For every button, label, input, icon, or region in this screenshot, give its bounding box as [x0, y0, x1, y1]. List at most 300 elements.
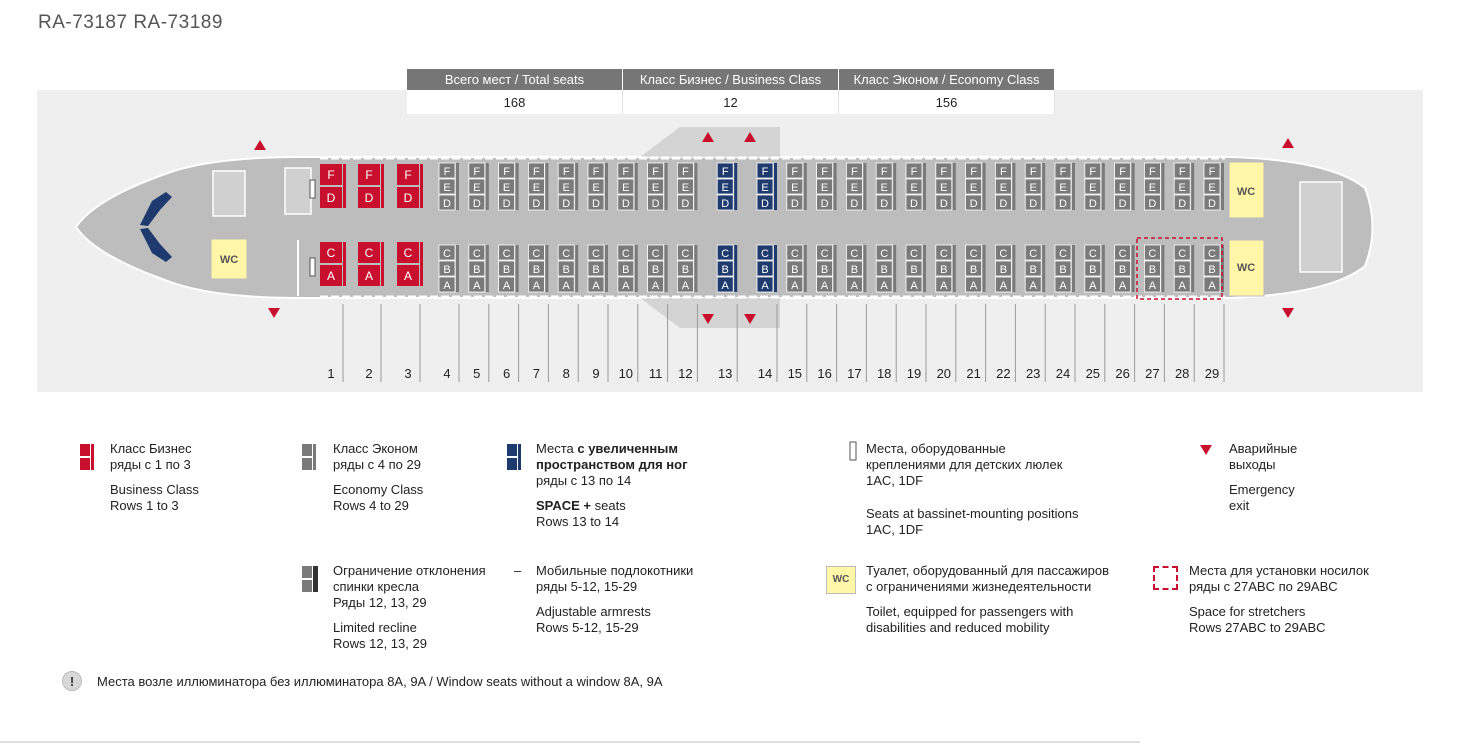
- legend-space-ru-prefix: Места: [536, 441, 578, 456]
- seat-label-16D: D: [820, 198, 829, 210]
- row-number-5: 5: [473, 366, 481, 381]
- seat-label-29B: B: [1208, 264, 1216, 276]
- legend-space-en-rest: seats: [591, 498, 626, 513]
- seat-label-22C: C: [999, 248, 1008, 260]
- seat-label-3D: D: [403, 191, 413, 205]
- business-class-header: Класс Бизнес / Business Class: [623, 69, 839, 90]
- seat-label-24E: E: [1059, 182, 1067, 194]
- seat-label-24A: A: [1059, 280, 1067, 292]
- seat-label-25F: F: [1089, 166, 1097, 178]
- total-seats-value: 168: [407, 90, 623, 114]
- legend-toilet-en-2: disabilities and reduced mobility: [866, 620, 1050, 635]
- rear-wc-top-label: WC: [1236, 186, 1256, 198]
- seat-label-5E: E: [473, 182, 481, 194]
- seat-label-23E: E: [1029, 182, 1037, 194]
- legend-bassinet: [866, 441, 1078, 538]
- seat-label-27D: D: [1148, 198, 1157, 210]
- seat-back-5bottom: [486, 245, 489, 292]
- seat-label-28F: F: [1178, 166, 1186, 178]
- seat-back-21top: [983, 163, 986, 210]
- seat-label-28D: D: [1178, 198, 1187, 210]
- seat-label-22E: E: [999, 182, 1008, 194]
- front-galley: [213, 171, 245, 216]
- legend-economy-en-rows: Rows 4 to 29: [333, 498, 409, 513]
- rear-galley: [1300, 182, 1342, 272]
- legend-recline: [333, 563, 486, 652]
- legend-business-ru-title: Класс Бизнес: [110, 441, 192, 456]
- seat-back-25bottom: [1102, 245, 1105, 292]
- seat-label-19F: F: [910, 166, 918, 178]
- seat-label-18C: C: [880, 248, 889, 260]
- seat-back-22top: [1012, 163, 1015, 210]
- seat-label-5D: D: [472, 198, 481, 210]
- row-number-14: 14: [757, 366, 773, 381]
- bassinet-icon: [310, 258, 315, 276]
- row-number-16: 16: [817, 366, 832, 381]
- seat-label-4C: C: [443, 248, 451, 260]
- row-number-6: 6: [502, 366, 511, 381]
- seat-label-27F: F: [1149, 166, 1156, 178]
- seat-label-25C: C: [1088, 248, 1097, 260]
- front-wc-label: WC: [219, 254, 239, 266]
- seat-back-17top: [863, 163, 866, 210]
- seat-back-11top: [665, 163, 668, 210]
- row-number-12: 12: [678, 366, 693, 381]
- seat-back-19top: [923, 163, 926, 210]
- seat-label-26C: C: [1118, 248, 1127, 260]
- seat-label-15F: F: [791, 166, 799, 178]
- seat-label-16F: F: [821, 166, 828, 178]
- row-number-7: 7: [532, 366, 541, 381]
- row-number-28: 28: [1174, 366, 1190, 381]
- seat-label-25E: E: [1089, 182, 1097, 194]
- seat-back-11bottom: [665, 245, 668, 292]
- seat-label-18D: D: [880, 198, 889, 210]
- seat-label-16A: A: [820, 280, 829, 292]
- seat-label-7B: B: [532, 264, 541, 276]
- row-number-29: 29: [1204, 366, 1220, 381]
- legend-recline-en-2: Rows 12, 13, 29: [333, 636, 427, 651]
- legend-business-en-title: Business Class: [110, 482, 199, 497]
- legend-armrests-en-1: Adjustable armrests: [536, 604, 651, 619]
- seat-back-16top: [834, 163, 837, 210]
- business-class-value: 12: [623, 90, 839, 114]
- legend-stretchers: [1189, 563, 1369, 636]
- seat-label-9B: B: [592, 264, 600, 276]
- seat-label-24F: F: [1059, 166, 1067, 178]
- legend-armrests-ru-2: ряды 5-12, 15-29: [536, 579, 638, 594]
- row-number-11: 11: [648, 366, 663, 381]
- row-number-26: 26: [1115, 366, 1130, 381]
- info-icon: !: [62, 671, 82, 691]
- seat-label-14C: C: [761, 248, 769, 260]
- seat-back-8top: [575, 163, 578, 210]
- seat-back-25top: [1102, 163, 1105, 210]
- seat-label-11C: C: [651, 248, 660, 260]
- legend-bassinet-ru-2: креплениями для детских люлек: [866, 457, 1063, 472]
- seat-back-20bottom: [953, 245, 956, 292]
- row-number-3: 3: [404, 366, 412, 381]
- seat-back-27top: [1161, 163, 1164, 210]
- bassinet-legend-icon: [849, 441, 857, 461]
- seat-label-18B: B: [880, 264, 888, 276]
- recline-legend-icon: [302, 566, 318, 592]
- window-note: Места возле иллюминатора без иллюминатора 8A, 9A / Window seats without a window 8A, 9A: [97, 674, 663, 689]
- seat-label-14A: A: [761, 280, 769, 292]
- seat-label-27E: E: [1148, 182, 1157, 194]
- seat-label-25D: D: [1088, 198, 1097, 210]
- row-number-2: 2: [365, 366, 373, 381]
- legend-economy-en-title: Economy Class: [333, 482, 424, 497]
- seat-label-13A: A: [721, 280, 729, 292]
- seat-label-21B: B: [969, 264, 978, 276]
- seat-label-18F: F: [880, 166, 888, 178]
- seat-label-13E: E: [721, 182, 729, 194]
- legend-bassinet-ru-3: 1AC, 1DF: [866, 473, 924, 488]
- row-number-23: 23: [1025, 366, 1041, 381]
- seat-back-13bottom: [734, 245, 737, 292]
- legend-space-plus: [536, 441, 688, 530]
- seat-label-10D: D: [621, 198, 630, 210]
- seat-label-5C: C: [472, 248, 481, 260]
- seat-label-15E: E: [791, 182, 799, 194]
- seat-label-27A: A: [1148, 280, 1157, 292]
- seat-label-19A: A: [910, 280, 918, 292]
- front-galley-2: [285, 168, 311, 214]
- seat-label-24D: D: [1059, 198, 1067, 210]
- seat-back-20top: [953, 163, 956, 210]
- seat-label-23D: D: [1029, 198, 1038, 210]
- seat-label-16C: C: [820, 248, 829, 260]
- seat-back-7top: [545, 163, 548, 210]
- seat-back-12top: [694, 163, 697, 210]
- seat-label-7C: C: [532, 248, 541, 260]
- seat-label-15D: D: [790, 198, 799, 210]
- seat-label-13F: F: [721, 166, 729, 178]
- seat-label-5B: B: [473, 264, 481, 276]
- seat-label-6B: B: [502, 264, 511, 276]
- seat-back-4top: [456, 163, 459, 210]
- row-number-4: 4: [443, 366, 451, 381]
- seat-label-23B: B: [1029, 264, 1037, 276]
- seat-label-18A: A: [880, 280, 888, 292]
- seat-label-12C: C: [681, 248, 690, 260]
- seat-label-21F: F: [970, 166, 977, 178]
- seat-label-1F: F: [327, 168, 335, 182]
- seat-label-29F: F: [1208, 166, 1216, 178]
- economy-class-header: Класс Эконом / Economy Class: [839, 69, 1055, 90]
- row-number-1: 1: [327, 366, 335, 381]
- armrest-legend-icon: –: [514, 563, 522, 578]
- business-legend-icon: [80, 444, 94, 470]
- seat-label-26D: D: [1118, 198, 1127, 210]
- seat-label-11D: D: [651, 198, 660, 210]
- seat-label-28E: E: [1178, 182, 1186, 194]
- seat-back-8bottom: [575, 245, 578, 292]
- seat-label-23A: A: [1029, 280, 1037, 292]
- seat-label-12D: D: [681, 198, 690, 210]
- seat-label-10C: C: [621, 248, 630, 260]
- seat-label-14B: B: [761, 264, 769, 276]
- seat-label-3F: F: [404, 168, 412, 182]
- seat-back-26bottom: [1132, 245, 1135, 292]
- legend-toilet: [866, 563, 1109, 636]
- seat-back-4bottom: [456, 245, 459, 292]
- seat-label-24C: C: [1059, 248, 1067, 260]
- seat-label-21D: D: [969, 198, 978, 210]
- legend-recline-ru-1: Ограничение отклонения: [333, 563, 486, 578]
- seat-label-21E: E: [969, 182, 978, 194]
- legend-stretchers-en-2: Rows 27ABC to 29ABC: [1189, 620, 1326, 635]
- row-number-20: 20: [936, 366, 952, 381]
- legend-space-ru-bold1: с увеличенным: [577, 441, 678, 456]
- seat-label-14E: E: [761, 182, 769, 194]
- seat-label-6E: E: [502, 182, 511, 194]
- legend-recline-ru-3: Ряды 12, 13, 29: [333, 595, 427, 610]
- space-plus-legend-icon: [507, 444, 521, 470]
- row-number-13: 13: [717, 366, 733, 381]
- seat-label-22A: A: [999, 280, 1008, 292]
- legend-armrests-ru-1: Мобильные подлокотники: [536, 563, 694, 578]
- seat-label-25B: B: [1089, 264, 1097, 276]
- legend-bassinet-ru-1: Места, оборудованные: [866, 441, 1006, 456]
- seat-label-28C: C: [1178, 248, 1187, 260]
- seat-label-9A: A: [592, 280, 600, 292]
- seat-back-24top: [1072, 163, 1075, 210]
- seat-back-14bottom: [774, 245, 777, 292]
- seat-label-2D: D: [364, 191, 374, 205]
- seat-label-11A: A: [651, 280, 660, 292]
- seat-label-15A: A: [791, 280, 799, 292]
- seat-label-7A: A: [532, 280, 541, 292]
- seat-label-26E: E: [1118, 182, 1127, 194]
- seat-back-26top: [1132, 163, 1135, 210]
- seat-label-19D: D: [910, 198, 918, 210]
- seat-label-2F: F: [365, 168, 373, 182]
- bassinet-icon: [310, 180, 315, 198]
- seat-label-22D: D: [999, 198, 1008, 210]
- economy-legend-icon: [302, 444, 316, 470]
- seat-back-28bottom: [1191, 245, 1194, 292]
- seat-label-29A: A: [1208, 280, 1216, 292]
- seat-label-10E: E: [622, 182, 630, 194]
- row-number-24: 24: [1055, 366, 1071, 381]
- rear-wc-bottom-label: WC: [1236, 262, 1256, 274]
- seat-label-4E: E: [443, 182, 451, 194]
- row-number-21: 21: [966, 366, 981, 381]
- seat-back-12bottom: [694, 245, 697, 292]
- seat-label-16B: B: [820, 264, 829, 276]
- seat-label-6C: C: [502, 248, 511, 260]
- seat-label-17F: F: [851, 166, 858, 178]
- row-number-17: 17: [847, 366, 862, 381]
- seat-label-12F: F: [682, 166, 689, 178]
- seat-label-20A: A: [940, 280, 948, 292]
- seat-label-26A: A: [1118, 280, 1127, 292]
- seat-back-13top: [734, 163, 737, 210]
- seat-label-20B: B: [940, 264, 948, 276]
- seat-label-26B: B: [1118, 264, 1127, 276]
- seat-back-15bottom: [804, 245, 807, 292]
- seat-back-16bottom: [834, 245, 837, 292]
- seat-label-2A: A: [364, 269, 374, 283]
- seat-back-17bottom: [863, 245, 866, 292]
- seat-back-29top: [1221, 163, 1224, 210]
- total-seats-header: Всего мест / Total seats: [407, 69, 623, 90]
- legend-toilet-ru-1: Туалет, оборудованный для пассажиров: [866, 563, 1110, 578]
- aircraft-title: RA-73187 RA-73189: [38, 12, 223, 33]
- seat-back-21bottom: [983, 245, 986, 292]
- seat-label-13B: B: [721, 264, 729, 276]
- seat-label-13D: D: [721, 198, 730, 210]
- row-number-27: 27: [1145, 366, 1160, 381]
- legend-toilet-ru-2: с ограничениями жизнедеятельности: [866, 579, 1092, 594]
- seat-label-24B: B: [1059, 264, 1067, 276]
- seat-label-8E: E: [562, 182, 570, 194]
- seat-back-18bottom: [893, 245, 896, 292]
- seat-back-23top: [1042, 163, 1045, 210]
- legend-space-en-bold: SPACE +: [536, 498, 592, 513]
- seat-label-15C: C: [790, 248, 799, 260]
- seat-label-13C: C: [721, 248, 730, 260]
- seat-label-5A: A: [473, 280, 481, 292]
- seat-label-14D: D: [761, 198, 769, 210]
- seat-back-22bottom: [1012, 245, 1015, 292]
- seat-label-1C: C: [326, 246, 336, 260]
- legend-economy-ru-title: Класс Эконом: [333, 441, 418, 456]
- legend-exits: [1229, 441, 1297, 514]
- legend-bassinet-en-1: Seats at bassinet-mounting positions: [866, 506, 1079, 521]
- seat-label-17B: B: [850, 264, 859, 276]
- seat-label-15B: B: [791, 264, 799, 276]
- seat-label-9C: C: [592, 248, 600, 260]
- seat-label-3A: A: [403, 269, 413, 283]
- seat-label-17C: C: [850, 248, 859, 260]
- seat-back-1top: [343, 164, 346, 208]
- legend-toilet-en-1: Toilet, equipped for passengers with: [866, 604, 1074, 619]
- legend-bassinet-en-2: 1AC, 1DF: [866, 522, 924, 537]
- seat-back-3bottom: [420, 242, 423, 286]
- row-number-9: 9: [592, 366, 600, 381]
- seat-back-19bottom: [923, 245, 926, 292]
- row-number-25: 25: [1085, 366, 1101, 381]
- seat-label-10A: A: [622, 280, 630, 292]
- seat-label-4D: D: [443, 198, 451, 210]
- seat-back-9top: [605, 163, 608, 210]
- seat-label-17D: D: [850, 198, 859, 210]
- seat-label-9D: D: [592, 198, 600, 210]
- seat-label-2C: C: [364, 246, 374, 260]
- seat-back-2top: [381, 164, 384, 208]
- seat-back-15top: [804, 163, 807, 210]
- seat-label-20F: F: [940, 166, 948, 178]
- seat-label-20C: C: [939, 248, 948, 260]
- seat-label-27B: B: [1148, 264, 1157, 276]
- legend-business: [110, 441, 199, 514]
- seat-label-26F: F: [1119, 166, 1126, 178]
- legend-space-ru-rows: ряды с 13 по 14: [536, 473, 632, 488]
- exit-legend-icon: [1199, 444, 1213, 456]
- seat-label-20D: D: [939, 198, 948, 210]
- row-number-19: 19: [906, 366, 922, 381]
- footer-divider: [0, 741, 1140, 743]
- seat-label-10B: B: [622, 264, 630, 276]
- seat-back-23bottom: [1042, 245, 1045, 292]
- seat-label-19E: E: [910, 182, 918, 194]
- seat-label-22B: B: [999, 264, 1008, 276]
- seat-back-6bottom: [516, 245, 519, 292]
- seat-label-1A: A: [326, 269, 336, 283]
- seat-back-14top: [774, 163, 777, 210]
- seat-back-7bottom: [545, 245, 548, 292]
- seat-label-27C: C: [1148, 248, 1157, 260]
- seat-label-23C: C: [1029, 248, 1038, 260]
- seat-label-22F: F: [1000, 166, 1007, 178]
- seat-label-16E: E: [820, 182, 829, 194]
- legend-economy-ru-rows: ряды с 4 по 29: [333, 457, 421, 472]
- seat-back-24bottom: [1072, 245, 1075, 292]
- seat-label-20E: E: [940, 182, 948, 194]
- seat-label-4B: B: [443, 264, 451, 276]
- seat-label-12A: A: [681, 280, 690, 292]
- seat-back-27bottom: [1161, 245, 1164, 292]
- seat-label-8B: B: [562, 264, 570, 276]
- legend-exits-ru-1: Аварийные: [1229, 441, 1298, 456]
- seat-back-28top: [1191, 163, 1194, 210]
- seat-label-21C: C: [969, 248, 978, 260]
- row-number-15: 15: [787, 366, 803, 381]
- legend-armrests-en-2: Rows 5-12, 15-29: [536, 620, 639, 635]
- legend-space-en-rows: Rows 13 to 14: [536, 514, 620, 529]
- wing-area-bottom: [640, 298, 780, 328]
- legend-economy: [333, 441, 423, 514]
- seat-label-11F: F: [652, 166, 659, 178]
- seat-label-7E: E: [532, 182, 541, 194]
- seat-label-9E: E: [592, 182, 600, 194]
- seat-back-5top: [486, 163, 489, 210]
- seat-label-17A: A: [850, 280, 859, 292]
- seat-label-6F: F: [503, 166, 510, 178]
- seat-label-14F: F: [761, 166, 769, 178]
- seat-label-4A: A: [443, 280, 451, 292]
- legend-business-en-rows: Rows 1 to 3: [110, 498, 179, 513]
- toilet-legend-icon: WC: [826, 566, 856, 594]
- seat-label-11E: E: [651, 182, 660, 194]
- economy-class-value: 156: [839, 90, 1055, 114]
- seat-label-23F: F: [1029, 166, 1037, 178]
- legend-exits-en-2: exit: [1229, 498, 1250, 513]
- legend-stretchers-ru-2: ряды с 27ABC по 29ABC: [1189, 579, 1338, 594]
- seat-label-8C: C: [562, 248, 571, 260]
- legend-recline-en-1: Limited recline: [333, 620, 417, 635]
- seat-label-5F: F: [473, 166, 481, 178]
- seat-label-28B: B: [1178, 264, 1186, 276]
- seat-label-21A: A: [969, 280, 978, 292]
- row-number-8: 8: [562, 366, 570, 381]
- seat-label-17E: E: [850, 182, 859, 194]
- row-number-18: 18: [876, 366, 892, 381]
- seat-label-1D: D: [326, 191, 336, 205]
- seat-label-6D: D: [502, 198, 511, 210]
- seat-back-6top: [516, 163, 519, 210]
- seat-label-3C: C: [403, 246, 413, 260]
- seat-label-10F: F: [622, 166, 630, 178]
- seat-label-28A: A: [1178, 280, 1186, 292]
- seat-label-29E: E: [1208, 182, 1216, 194]
- seat-label-19B: B: [910, 264, 918, 276]
- seat-label-25A: A: [1089, 280, 1097, 292]
- legend-business-ru-rows: ряды с 1 по 3: [110, 457, 191, 472]
